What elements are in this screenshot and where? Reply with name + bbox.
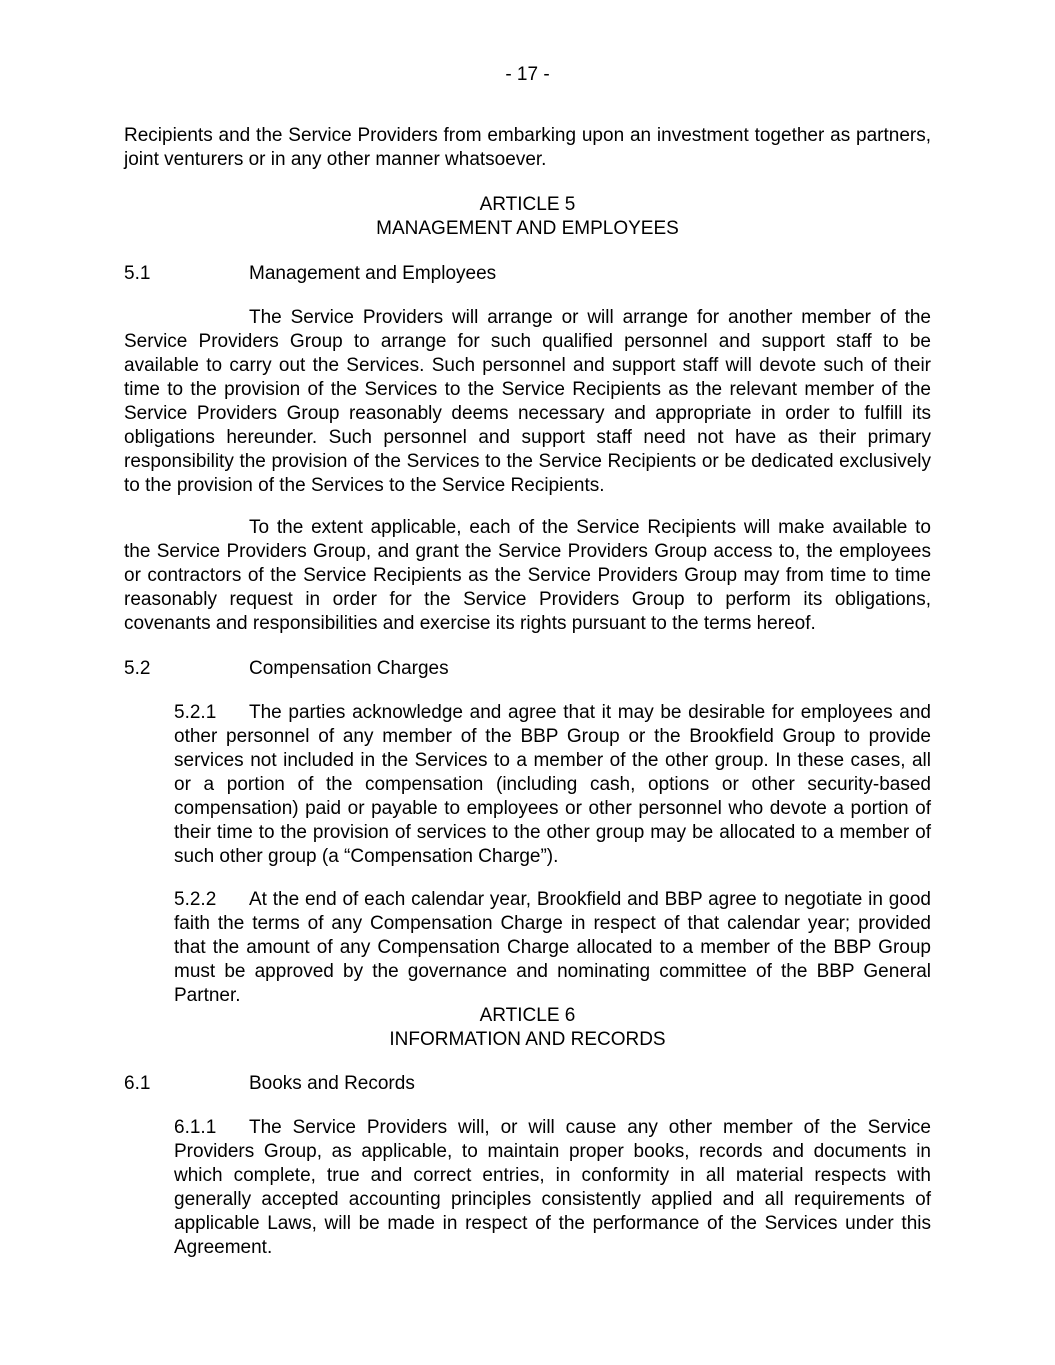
subsection-text: The parties acknowledge and agree that it may be desirable for employees and other personnel of any member of the BBP Group or the Brookfield Group to provide services not included in the Services to a member of the other group. In these cases, all or a portion of the compensation (including cash, options or other security-based compensation) paid or payable to employees or other personnel who devote a portion of their time to the provision of services to the other group may be allocated to a member of such other group (a “Compensation Charge”).: [174, 702, 931, 867]
article-5-label: ARTICLE 5: [479, 194, 576, 215]
section-title: Books and Records: [249, 1073, 415, 1094]
section-number: 6.1: [124, 1073, 151, 1094]
subsection-text: The Service Providers will, or will cause any other member of the Service Providers Group, as applicable, to maintain proper books, records and documents in which complete, true and correct entries, in conformity in all material respects with generally accepted accounting principles consistently applied and all requirements of applicable Laws, will be made in respect of the performance of the Services under this Agreement.: [174, 1117, 931, 1258]
subsection-5-2-2: [174, 888, 931, 1008]
subsection-number: 5.2.2: [174, 889, 217, 910]
intro-paragraph: Recipients and the Service Providers from embarking upon an investment together as partners, joint venturers or in any other manner whatsoever.: [124, 125, 931, 170]
subsection-number: 5.2.1: [174, 702, 217, 723]
subsection-5-2-1: [174, 701, 931, 869]
section-number: 5.2: [124, 658, 151, 679]
section-5-1-paragraph-2: To the extent applicable, each of the Service Recipients will make available to the Service Providers Group, and grant the Service Providers Group access to, the employees or contractors of the Service Recipients as the Service Providers Group may from time to time reasonably request in order for the Service Providers Group to perform its obligations, covenants and responsibilities and exercise its rights pursuant to the terms hereof.: [124, 517, 931, 634]
article-6-label: ARTICLE 6: [479, 1005, 576, 1026]
section-title: Compensation Charges: [249, 658, 449, 679]
subsection-number: 6.1.1: [174, 1117, 217, 1138]
section-number: 5.1: [124, 263, 151, 284]
article-6-title: INFORMATION AND RECORDS: [389, 1029, 666, 1050]
page-number: - 17 -: [505, 64, 550, 85]
section-5-1-heading: [124, 262, 931, 286]
section-5-2-heading: [124, 657, 931, 681]
subsection-text: At the end of each calendar year, Brookfield and BBP agree to negotiate in good faith the terms of any Compensation Charge in respect of that calendar year; provided that the amount of any Compensation Charge allocated to a member of the BBP Group must be approved by the governance and nominating committee of the BBP General Partner.: [174, 889, 931, 1006]
section-title: Management and Employees: [249, 263, 497, 284]
section-5-1-paragraph-1: The Service Providers will arrange or will arrange for another member of the Service Providers Group to arrange for such qualified personnel and support staff to be available to carry out the Services. Such personnel and support staff will devote such of their time to the provision of the Services to the Service Recipients as the relevant member of the Service Providers Group reasonably deems necessary and appropriate in order to fulfill its obligations hereunder. Such personnel and support staff need not have as their primary responsibility the provision of the Services to the Service Recipients or be dedicated exclusively to the provision of the Services to the Service Recipients.: [124, 307, 931, 496]
section-6-1-heading: [124, 1072, 931, 1096]
article-5-title: MANAGEMENT AND EMPLOYEES: [376, 218, 679, 239]
subsection-6-1-1: [174, 1116, 931, 1260]
